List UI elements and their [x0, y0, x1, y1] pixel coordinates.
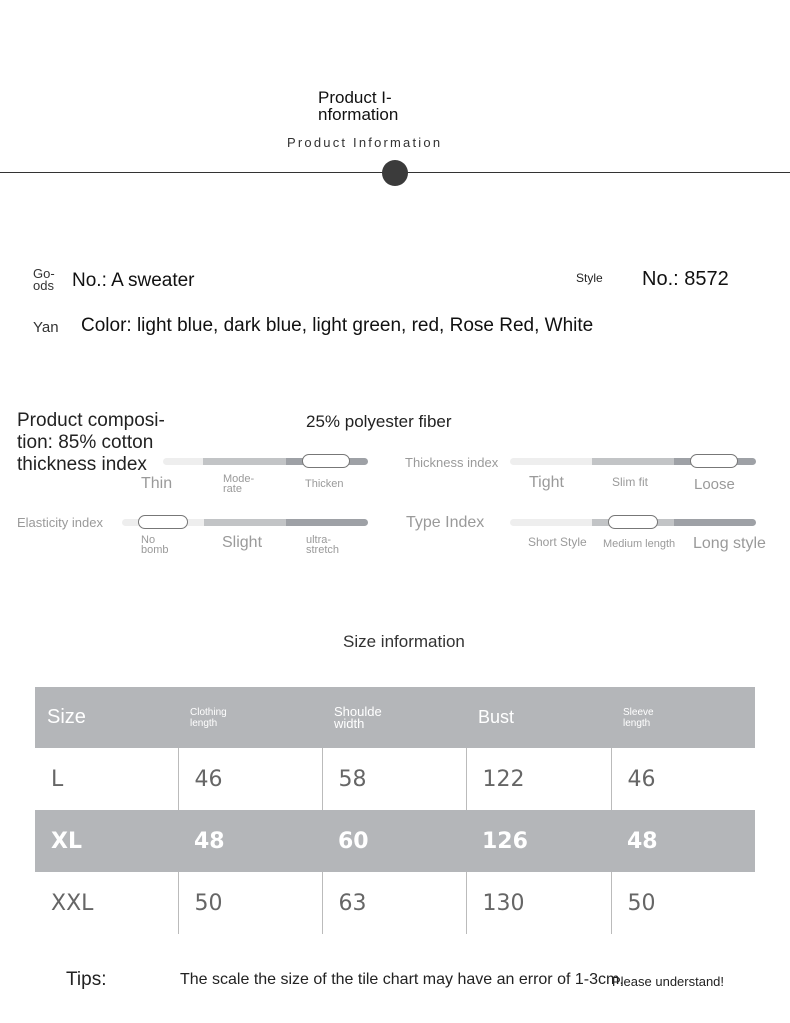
cell-bust: 126 — [466, 810, 611, 872]
header-clothing-line-2: length — [190, 717, 218, 729]
goods-label-line-2: ods — [33, 278, 54, 293]
type-option-medium: Medium length — [603, 538, 676, 550]
type-option-long: Long style — [693, 535, 766, 552]
tips-end: Please understand! — [612, 974, 725, 989]
cell-size: XXL — [35, 872, 178, 934]
fit-option-loose: Loose — [694, 476, 735, 493]
elasticity-index-label: Elasticity index — [17, 515, 103, 530]
header-shoulder-width — [322, 687, 466, 748]
cell-size: XL — [35, 810, 178, 872]
header-bust: Bust — [466, 687, 611, 748]
composition-extra: 25% polyester fiber — [306, 412, 452, 431]
tips-text: The scale the size of the tile chart may have an error of 1-3cm, — [180, 971, 624, 988]
composition-line-2: tion: 85% cotton — [17, 432, 154, 453]
type-index-label: Type Index — [406, 514, 485, 531]
cell-shoulder-width: 63 — [322, 872, 466, 934]
cell-size: L — [35, 748, 178, 810]
thickness-index-label: Thickness index — [405, 455, 499, 470]
cell-clothing-length: 48 — [178, 810, 322, 872]
header-clothing-line-1: Clothing — [190, 706, 227, 718]
no-bomb-line-1: No — [141, 534, 156, 546]
thickness-option-thicken: Thicken — [305, 478, 344, 490]
goods-label-line-1: Go- — [33, 266, 55, 281]
table-row — [35, 872, 755, 934]
cell-shoulder-width: 58 — [322, 748, 466, 810]
composition-line-1: Product composi- — [17, 410, 165, 431]
elasticity-option-ultra-stretch — [306, 535, 339, 555]
cell-bust: 122 — [466, 748, 611, 810]
moderate-line-2: rate — [223, 483, 242, 495]
style-number: No.: 8572 — [642, 268, 729, 290]
elasticity-option-slight: Slight — [222, 534, 263, 551]
composition-text — [17, 410, 217, 476]
type-option-short: Short Style — [528, 535, 587, 549]
thickness-option-thin: Thin — [141, 475, 173, 492]
thickness-left-knob[interactable] — [302, 454, 350, 468]
cell-clothing-length: 46 — [178, 748, 322, 810]
thickness-right-knob[interactable] — [690, 454, 738, 468]
fit-option-tight: Tight — [529, 474, 564, 491]
title-line-1: Product I- — [318, 88, 392, 107]
cell-sleeve-length: 50 — [627, 890, 656, 916]
yan-label: Yan — [33, 319, 59, 336]
ultra-line-1: ultra- — [306, 534, 332, 546]
composition-line-3: thickness index — [17, 454, 147, 475]
size-section-title: Size information — [343, 632, 465, 651]
header-shoulder-line-1: Shoulde — [334, 703, 382, 719]
cell-bust: 130 — [466, 872, 611, 934]
header-sleeve-line-2: length — [623, 717, 651, 729]
cell-sleeve-length: 48 — [611, 810, 755, 872]
fit-option-slim: Slim fit — [612, 475, 648, 489]
header-shoulder-line-2: width — [334, 715, 365, 731]
page-title — [318, 89, 398, 123]
cell-shoulder-width: 60 — [322, 810, 466, 872]
header-sleeve-line-1: Sleeve — [623, 706, 654, 718]
thickness-option-moderate — [223, 474, 254, 494]
style-label: Style — [576, 271, 603, 285]
table-row — [35, 748, 755, 810]
elasticity-knob[interactable] — [138, 515, 188, 529]
goods-number: No.: A sweater — [72, 270, 195, 291]
table-row — [35, 810, 755, 872]
type-knob[interactable] — [608, 515, 658, 529]
cell-clothing-length: 50 — [178, 872, 322, 934]
moderate-line-1: Mode- — [223, 473, 255, 485]
cell-sleeve-length: 46 — [627, 766, 656, 792]
header-clothing-length — [178, 687, 322, 748]
ultra-line-2: stretch — [306, 544, 340, 556]
elasticity-option-no-bomb — [141, 535, 169, 555]
no-bomb-line-2: bomb — [141, 544, 169, 556]
header-sleeve-length — [611, 687, 755, 748]
tips-label: Tips: — [66, 969, 107, 990]
divider-dot — [382, 160, 408, 186]
size-table — [35, 687, 755, 934]
size-table-header-row — [35, 687, 755, 748]
header-size: Size — [35, 687, 178, 748]
title-line-2: nformation — [318, 105, 399, 124]
page-subtitle: Product Information — [287, 135, 443, 150]
color-list: Color: light blue, dark blue, light green, red, Rose Red, White — [81, 315, 594, 336]
goods-label — [33, 268, 55, 292]
